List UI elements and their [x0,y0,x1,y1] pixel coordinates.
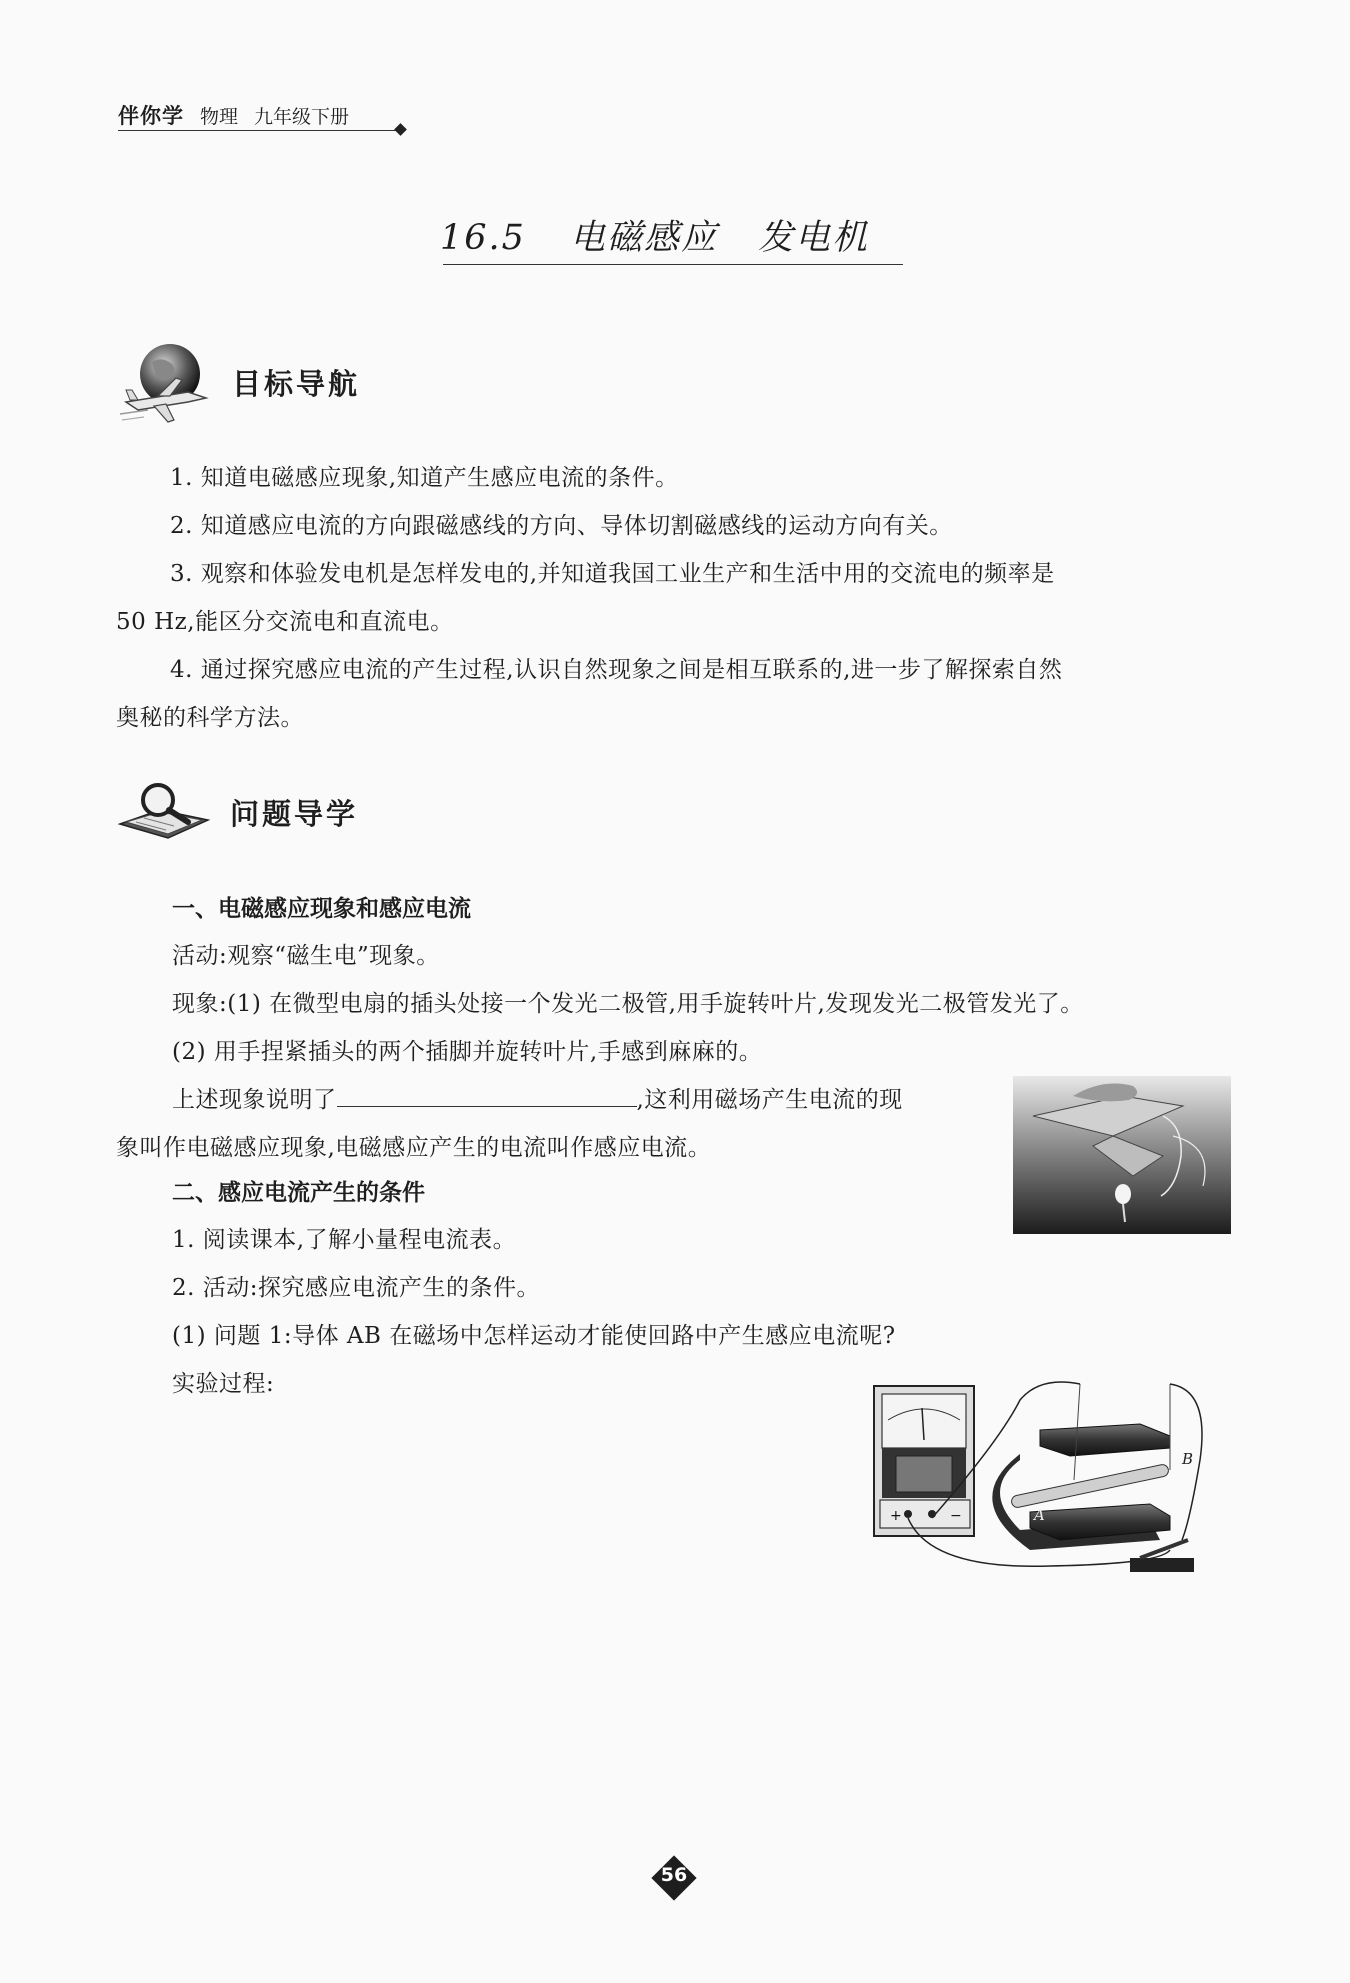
label-a: A [1034,1506,1045,1524]
goal-item-4: 4. 通过探究感应电流的产生过程,认识自然现象之间是相互联系的,进一步了解探索自然 [170,657,1063,683]
process-label: 实验过程: [172,1371,275,1397]
grade-label: 九年级下册 [254,106,350,128]
goal-item-3-cont: 50 Hz,能区分交流电和直流电。 [116,609,454,635]
goal-item-1: 1. 知道电磁感应现象,知道产生感应电流的条件。 [170,465,679,491]
page-number: 56 [660,1864,688,1886]
subject-label: 物理 [200,106,239,128]
fan-photo [1013,1076,1231,1234]
brand-name: 伴你学 [118,104,184,128]
answer-blank[interactable] [337,1080,637,1107]
part2-title: 二、感应电流产生的条件 [172,1180,425,1206]
conclusion-post: ,这利用磁场产生电流的现 [636,1087,903,1113]
goals-heading: 目标导航 [232,367,361,401]
goal-item-2: 2. 知道感应电流的方向跟磁感线的方向、导体切割磁感线的运动方向有关。 [170,513,953,539]
step-1: 1. 阅读课本,了解小量程电流表。 [172,1227,517,1253]
goal-item-3: 3. 观察和体验发电机是怎样发电的,并知道我国工业生产和生活中用的交流电的频率是 [170,561,1055,587]
goal-item-4-cont: 奥秘的科学方法。 [116,705,304,731]
page-number-badge [648,1852,700,1904]
conclusion-line-1 [172,1076,903,1124]
lesson-title [440,210,910,262]
conclusion-line-2: 象叫作电磁感应现象,电磁感应产生的电流叫作感应电流。 [116,1135,712,1161]
study-heading: 问题导学 [230,797,359,831]
title-underline [443,264,903,265]
title-word-1: 电磁感应 [569,218,718,258]
label-b: B [1182,1450,1194,1468]
plus-terminal-label: + [890,1508,902,1524]
running-header [118,100,408,140]
phenomenon-2: (2) 用手捏紧插头的两个插脚并旋转叶片,手感到麻麻的。 [172,1039,763,1065]
lesson-number: 16.5 [440,218,526,258]
magnifier-book-icon [116,780,211,842]
conclusion-pre: 上述现象说明了 [172,1087,337,1113]
question-1: (1) 问题 1:导体 AB 在磁场中怎样运动才能使回路中产生感应电流呢? [172,1323,896,1349]
activity-1: 活动:观察“磁生电”现象。 [172,943,440,969]
experiment-figure [870,1380,1215,1590]
minus-terminal-label: − [950,1508,962,1524]
header-rule [118,130,400,131]
title-word-2: 发电机 [757,218,869,258]
globe-plane-icon [118,340,213,430]
part1-title: 一、电磁感应现象和感应电流 [172,896,471,922]
phenomenon-1: 现象:(1) 在微型电扇的插头处接一个发光二极管,用手旋转叶片,发现发光二极管发光了。 [172,991,1084,1017]
step-2: 2. 活动:探究感应电流产生的条件。 [172,1275,541,1301]
